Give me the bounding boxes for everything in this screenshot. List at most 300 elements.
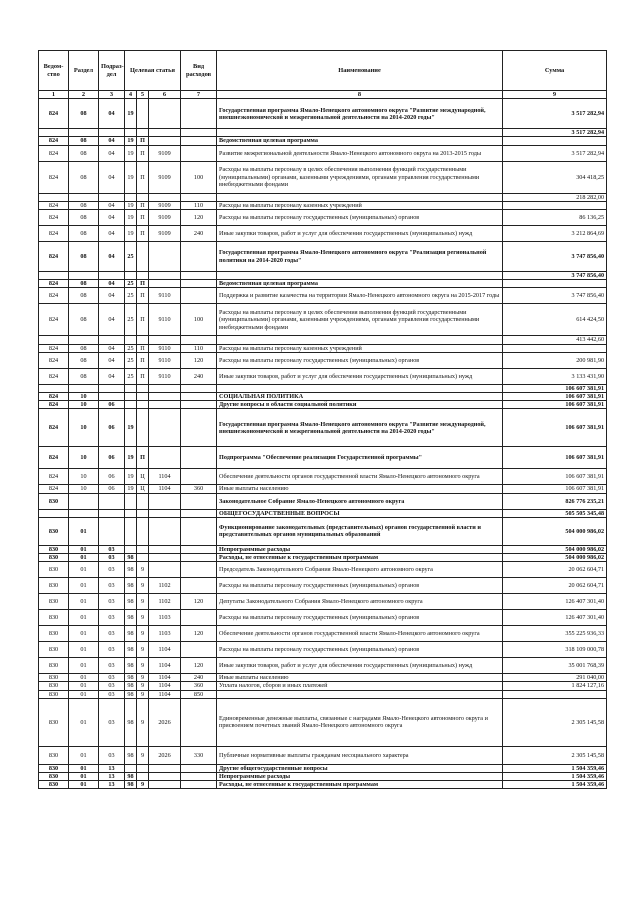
cell-podrazdel: 04 (99, 288, 125, 304)
cell-podrazdel: 03 (99, 554, 125, 562)
cell-razdel: 08 (69, 161, 99, 193)
cell-podrazdel: 04 (99, 137, 125, 145)
cell-sum (503, 690, 607, 698)
cell-target-c (149, 272, 181, 280)
cell-razdel: 01 (69, 610, 99, 626)
cell-name (217, 336, 503, 344)
cell-name: Расходы на выплаты персоналу государственных (муниципальных) органов (217, 610, 503, 626)
cell-target-c (149, 773, 181, 781)
cell-target-c: 1103 (149, 626, 181, 642)
table-row (39, 545, 607, 553)
cell-vid (181, 288, 217, 304)
cell-target-b: Ц (137, 469, 149, 485)
cell-target-c (149, 517, 181, 545)
cell-vid: 850 (181, 690, 217, 698)
col-number: 6 (149, 91, 181, 99)
cell-podrazdel: 03 (99, 578, 125, 594)
cell-podrazdel: 03 (99, 690, 125, 698)
cell-vedom: 830 (39, 594, 69, 610)
cell-vedom: 830 (39, 517, 69, 545)
cell-target-a: 98 (125, 682, 137, 690)
cell-target-a: 98 (125, 781, 137, 789)
cell-vid (181, 562, 217, 578)
cell-vid (181, 280, 217, 288)
cell-vid (181, 145, 217, 161)
cell-vid (181, 493, 217, 509)
cell-vedom: 824 (39, 447, 69, 469)
cell-target-a (125, 509, 137, 517)
cell-vid (181, 509, 217, 517)
cell-vedom: 824 (39, 344, 69, 352)
cell-target-b (137, 393, 149, 401)
cell-razdel: 10 (69, 485, 99, 493)
table-row (39, 409, 607, 447)
cell-target-a: 98 (125, 626, 137, 642)
table-row (39, 226, 607, 242)
cell-target-a: 98 (125, 578, 137, 594)
cell-target-c: 1104 (149, 690, 181, 698)
cell-target-c: 9109 (149, 145, 181, 161)
cell-target-c (149, 554, 181, 562)
table-row (39, 485, 607, 493)
cell-name (217, 690, 503, 698)
cell-target-a: 98 (125, 610, 137, 626)
cell-podrazdel (99, 129, 125, 137)
cell-vedom: 830 (39, 610, 69, 626)
cell-razdel: 08 (69, 242, 99, 272)
cell-vid: 330 (181, 746, 217, 764)
cell-sum: 218 282,00 (503, 193, 607, 201)
cell-target-a: 19 (125, 210, 137, 226)
cell-sum: 2 305 145,58 (503, 698, 607, 746)
cell-name: Расходы на выплаты персоналу казенных учреждений (217, 344, 503, 352)
cell-podrazdel: 06 (99, 447, 125, 469)
cell-vedom: 824 (39, 161, 69, 193)
table-row (39, 193, 607, 201)
table-row (39, 562, 607, 578)
cell-target-c (149, 509, 181, 517)
table-row (39, 578, 607, 594)
table-body (39, 99, 607, 789)
cell-razdel: 01 (69, 642, 99, 658)
table-row (39, 682, 607, 690)
cell-target-c (149, 280, 181, 288)
cell-razdel: 01 (69, 746, 99, 764)
cell-podrazdel (99, 393, 125, 401)
cell-razdel: 10 (69, 401, 99, 409)
cell-vid: 360 (181, 485, 217, 493)
cell-sum (503, 280, 607, 288)
cell-vedom (39, 384, 69, 392)
cell-name: Расходы на выплаты персоналу в целях обеспечения выполнения функций государственными (муниципальными) органами, казенными учреждениями, органами управления государственными внебюджетными фондами (217, 304, 503, 336)
table-row (39, 288, 607, 304)
cell-vedom: 830 (39, 674, 69, 682)
cell-vid (181, 517, 217, 545)
cell-target-b: 9 (137, 594, 149, 610)
cell-target-a (125, 393, 137, 401)
cell-target-a (125, 336, 137, 344)
cell-target-a: 25 (125, 344, 137, 352)
cell-target-a (125, 493, 137, 509)
cell-podrazdel: 04 (99, 368, 125, 384)
cell-target-a: 98 (125, 562, 137, 578)
table-row (39, 773, 607, 781)
cell-target-a: 19 (125, 201, 137, 209)
cell-name (217, 384, 503, 392)
cell-target-a: 98 (125, 554, 137, 562)
cell-target-a: 98 (125, 642, 137, 658)
cell-podrazdel: 03 (99, 610, 125, 626)
cell-target-c: 9110 (149, 344, 181, 352)
cell-sum: 505 505 345,48 (503, 509, 607, 517)
cell-vedom: 824 (39, 210, 69, 226)
cell-target-a: 25 (125, 280, 137, 288)
cell-name: Ведомственная целевая программа (217, 137, 503, 145)
cell-target-b (137, 272, 149, 280)
cell-razdel: 01 (69, 781, 99, 789)
cell-podrazdel: 04 (99, 99, 125, 129)
cell-vid (181, 545, 217, 553)
cell-podrazdel: 03 (99, 682, 125, 690)
cell-razdel (69, 509, 99, 517)
cell-podrazdel (99, 517, 125, 545)
cell-target-a: 25 (125, 304, 137, 336)
cell-name: Расходы на выплаты персоналу в целях обеспечения выполнения функций государственными (муниципальными) органами, казенными учреждениями, органами управления государственными внебюджетными фондами (217, 161, 503, 193)
cell-target-c (149, 447, 181, 469)
cell-podrazdel: 03 (99, 642, 125, 658)
cell-sum: 291 040,00 (503, 674, 607, 682)
cell-target-b (137, 545, 149, 553)
col-header-sum: Сумма (503, 51, 607, 91)
cell-sum: 3 133 431,90 (503, 368, 607, 384)
cell-target-b: П (137, 137, 149, 145)
table-row (39, 658, 607, 674)
cell-name: Расходы, не отнесенные к государственным программам (217, 781, 503, 789)
cell-target-c (149, 764, 181, 772)
cell-razdel (69, 336, 99, 344)
cell-name: Расходы на выплаты персоналу государственных (муниципальных) органов (217, 352, 503, 368)
cell-podrazdel: 04 (99, 242, 125, 272)
cell-target-b: П (137, 226, 149, 242)
cell-podrazdel (99, 384, 125, 392)
cell-podrazdel: 03 (99, 594, 125, 610)
cell-target-b (137, 517, 149, 545)
cell-razdel: 01 (69, 594, 99, 610)
cell-target-c (149, 545, 181, 553)
cell-sum: 20 062 604,71 (503, 578, 607, 594)
cell-target-c: 9109 (149, 201, 181, 209)
cell-vedom: 824 (39, 409, 69, 447)
column-numbering-row (39, 91, 607, 99)
cell-target-a (125, 764, 137, 772)
cell-vedom: 824 (39, 485, 69, 493)
cell-vedom: 830 (39, 690, 69, 698)
cell-sum: 504 000 986,02 (503, 554, 607, 562)
cell-vid: 100 (181, 161, 217, 193)
cell-podrazdel: 04 (99, 344, 125, 352)
cell-razdel: 08 (69, 201, 99, 209)
cell-target-b: 9 (137, 642, 149, 658)
cell-target-b (137, 401, 149, 409)
cell-vid: 240 (181, 226, 217, 242)
cell-target-a: 25 (125, 242, 137, 272)
cell-vid: 120 (181, 594, 217, 610)
cell-name: Ведомственная целевая программа (217, 280, 503, 288)
cell-vedom: 824 (39, 242, 69, 272)
cell-target-b (137, 336, 149, 344)
cell-vedom: 824 (39, 393, 69, 401)
table-row (39, 336, 607, 344)
cell-target-b: П (137, 352, 149, 368)
cell-target-a: 98 (125, 746, 137, 764)
cell-sum: 3 517 282,94 (503, 129, 607, 137)
cell-vedom: 830 (39, 773, 69, 781)
col-number: 4 (125, 91, 137, 99)
cell-target-c: 1103 (149, 610, 181, 626)
cell-vedom: 824 (39, 201, 69, 209)
table-row (39, 344, 607, 352)
cell-vid (181, 447, 217, 469)
cell-target-c (149, 137, 181, 145)
cell-target-b (137, 773, 149, 781)
cell-vedom: 824 (39, 401, 69, 409)
cell-name: Расходы на выплаты персоналу государственных (муниципальных) органов (217, 642, 503, 658)
col-header-vid: Вид расходов (181, 51, 217, 91)
cell-razdel: 08 (69, 352, 99, 368)
cell-vid: 110 (181, 201, 217, 209)
cell-razdel: 01 (69, 517, 99, 545)
cell-podrazdel: 03 (99, 545, 125, 553)
cell-podrazdel: 04 (99, 145, 125, 161)
cell-vid (181, 781, 217, 789)
cell-name: Государственная программа Ямало-Ненецкого автономного округа "Развитие международной, внешнеэкономической и межрегиональной деятельности на 2014-2020 годы" (217, 409, 503, 447)
cell-name: Другие общегосударственные вопросы (217, 764, 503, 772)
cell-podrazdel: 03 (99, 746, 125, 764)
cell-podrazdel: 13 (99, 764, 125, 772)
cell-target-b: П (137, 280, 149, 288)
cell-vedom: 830 (39, 781, 69, 789)
cell-target-a: 25 (125, 368, 137, 384)
cell-razdel: 08 (69, 137, 99, 145)
table-row (39, 626, 607, 642)
cell-target-a (125, 517, 137, 545)
cell-target-b: П (137, 201, 149, 209)
cell-target-a: 19 (125, 409, 137, 447)
cell-name: Законодательное Собрание Ямало-Ненецкого автономного округа (217, 493, 503, 509)
cell-vedom (39, 193, 69, 201)
table-row (39, 280, 607, 288)
col-number: 2 (69, 91, 99, 99)
cell-vid (181, 272, 217, 280)
cell-target-c: 1104 (149, 485, 181, 493)
cell-target-c (149, 193, 181, 201)
cell-sum: 86 136,25 (503, 210, 607, 226)
cell-target-b: 9 (137, 781, 149, 789)
cell-name: Публичные нормативные выплаты гражданам несоциального характера (217, 746, 503, 764)
cell-target-c (149, 99, 181, 129)
cell-sum: 106 607 381,91 (503, 393, 607, 401)
cell-target-a: 19 (125, 485, 137, 493)
cell-target-a (125, 545, 137, 553)
cell-target-c (149, 393, 181, 401)
table-row (39, 594, 607, 610)
cell-podrazdel (99, 193, 125, 201)
cell-target-b: П (137, 161, 149, 193)
cell-target-c (149, 129, 181, 137)
cell-target-a: 19 (125, 145, 137, 161)
cell-vid (181, 99, 217, 129)
cell-vedom: 824 (39, 469, 69, 485)
cell-sum: 504 000 986,02 (503, 545, 607, 553)
budget-document-page (38, 50, 606, 789)
cell-target-c: 2026 (149, 746, 181, 764)
cell-name: Депутаты Законодательного Собрания Ямало-Ненецкого автономного округа (217, 594, 503, 610)
cell-sum: 1 504 359,46 (503, 781, 607, 789)
cell-sum: 106 607 381,91 (503, 409, 607, 447)
cell-target-c: 9109 (149, 226, 181, 242)
cell-razdel: 01 (69, 562, 99, 578)
col-number: 8 (217, 91, 503, 99)
cell-podrazdel: 03 (99, 698, 125, 746)
cell-podrazdel: 06 (99, 401, 125, 409)
cell-vedom: 824 (39, 304, 69, 336)
table-row (39, 698, 607, 746)
cell-target-b: 9 (137, 690, 149, 698)
cell-vedom: 830 (39, 493, 69, 509)
table-header-row (39, 51, 607, 91)
cell-sum: 614 424,50 (503, 304, 607, 336)
cell-razdel: 01 (69, 554, 99, 562)
cell-target-b (137, 409, 149, 447)
cell-name: Расходы, не отнесенные к государственным программам (217, 554, 503, 562)
cell-name: Расходы на выплаты персоналу государственных (муниципальных) органов (217, 578, 503, 594)
col-number: 5 (137, 91, 149, 99)
cell-podrazdel: 04 (99, 201, 125, 209)
col-number: 3 (99, 91, 125, 99)
cell-target-a: 98 (125, 658, 137, 674)
cell-target-c: 1104 (149, 469, 181, 485)
cell-target-c: 1104 (149, 642, 181, 658)
table-row (39, 272, 607, 280)
cell-name: Иные закупки товаров, работ и услуг для обеспечения государственных (муниципальных) нужд (217, 658, 503, 674)
cell-razdel (69, 193, 99, 201)
cell-razdel: 08 (69, 368, 99, 384)
cell-razdel: 01 (69, 626, 99, 642)
cell-target-b: П (137, 304, 149, 336)
col-header-podrazdel: Подраз-дел (99, 51, 125, 91)
cell-target-c: 9110 (149, 368, 181, 384)
cell-sum: 106 607 381,91 (503, 485, 607, 493)
cell-podrazdel: 03 (99, 658, 125, 674)
cell-target-b: П (137, 344, 149, 352)
cell-razdel: 08 (69, 288, 99, 304)
cell-target-b (137, 193, 149, 201)
cell-vedom: 830 (39, 626, 69, 642)
cell-target-b: П (137, 447, 149, 469)
cell-vedom: 830 (39, 764, 69, 772)
cell-target-c (149, 401, 181, 409)
cell-podrazdel (99, 509, 125, 517)
cell-target-b (137, 384, 149, 392)
cell-target-c: 1104 (149, 674, 181, 682)
cell-vid (181, 137, 217, 145)
cell-sum: 35 001 768,39 (503, 658, 607, 674)
cell-target-a: 19 (125, 161, 137, 193)
cell-vedom (39, 509, 69, 517)
cell-razdel: 01 (69, 578, 99, 594)
cell-sum: 304 418,25 (503, 161, 607, 193)
cell-target-b (137, 493, 149, 509)
cell-target-b: 9 (137, 626, 149, 642)
cell-target-b: П (137, 210, 149, 226)
cell-vedom: 824 (39, 145, 69, 161)
cell-target-c: 1102 (149, 594, 181, 610)
cell-target-c: 1102 (149, 578, 181, 594)
cell-target-c: 9110 (149, 304, 181, 336)
cell-target-a: 19 (125, 447, 137, 469)
cell-name: Обеспечение деятельности органов государственной власти Ямало-Ненецкого автономного округа (217, 469, 503, 485)
cell-razdel: 10 (69, 393, 99, 401)
cell-target-b: 9 (137, 746, 149, 764)
table-row (39, 764, 607, 772)
cell-target-c (149, 562, 181, 578)
cell-vid (181, 401, 217, 409)
table-row (39, 210, 607, 226)
cell-name: Функционирование законодательных (представительных) органов государственной власти и представительных органов муниципальных образований (217, 517, 503, 545)
cell-sum: 2 305 145,58 (503, 746, 607, 764)
cell-vid (181, 393, 217, 401)
cell-name: СОЦИАЛЬНАЯ ПОЛИТИКА (217, 393, 503, 401)
cell-vid (181, 193, 217, 201)
table-row (39, 242, 607, 272)
cell-sum: 355 225 936,33 (503, 626, 607, 642)
table-row (39, 137, 607, 145)
table-row (39, 642, 607, 658)
cell-vedom: 830 (39, 682, 69, 690)
cell-vid (181, 129, 217, 137)
cell-razdel: 08 (69, 210, 99, 226)
cell-vedom: 824 (39, 226, 69, 242)
table-row (39, 469, 607, 485)
cell-vedom: 830 (39, 658, 69, 674)
cell-sum: 3 747 856,40 (503, 272, 607, 280)
table-row (39, 509, 607, 517)
cell-podrazdel: 03 (99, 562, 125, 578)
table-row (39, 352, 607, 368)
cell-name: Подпрограмма "Обеспечение реализации Государственной программы" (217, 447, 503, 469)
cell-target-a: 25 (125, 352, 137, 368)
table-row (39, 517, 607, 545)
cell-target-a: 19 (125, 137, 137, 145)
cell-vid (181, 469, 217, 485)
cell-target-a (125, 129, 137, 137)
cell-razdel: 01 (69, 773, 99, 781)
col-header-vedom: Ведом-ство (39, 51, 69, 91)
cell-sum: 3 747 856,40 (503, 288, 607, 304)
col-header-name: Наименование (217, 51, 503, 91)
cell-razdel: 08 (69, 344, 99, 352)
cell-target-a (125, 193, 137, 201)
cell-target-b: Ц (137, 485, 149, 493)
cell-razdel: 08 (69, 304, 99, 336)
cell-name: Другие вопросы в области социальной политики (217, 401, 503, 409)
cell-razdel (69, 493, 99, 509)
cell-podrazdel: 03 (99, 626, 125, 642)
cell-target-a: 19 (125, 226, 137, 242)
cell-razdel: 08 (69, 226, 99, 242)
cell-target-a: 98 (125, 674, 137, 682)
cell-vedom (39, 129, 69, 137)
